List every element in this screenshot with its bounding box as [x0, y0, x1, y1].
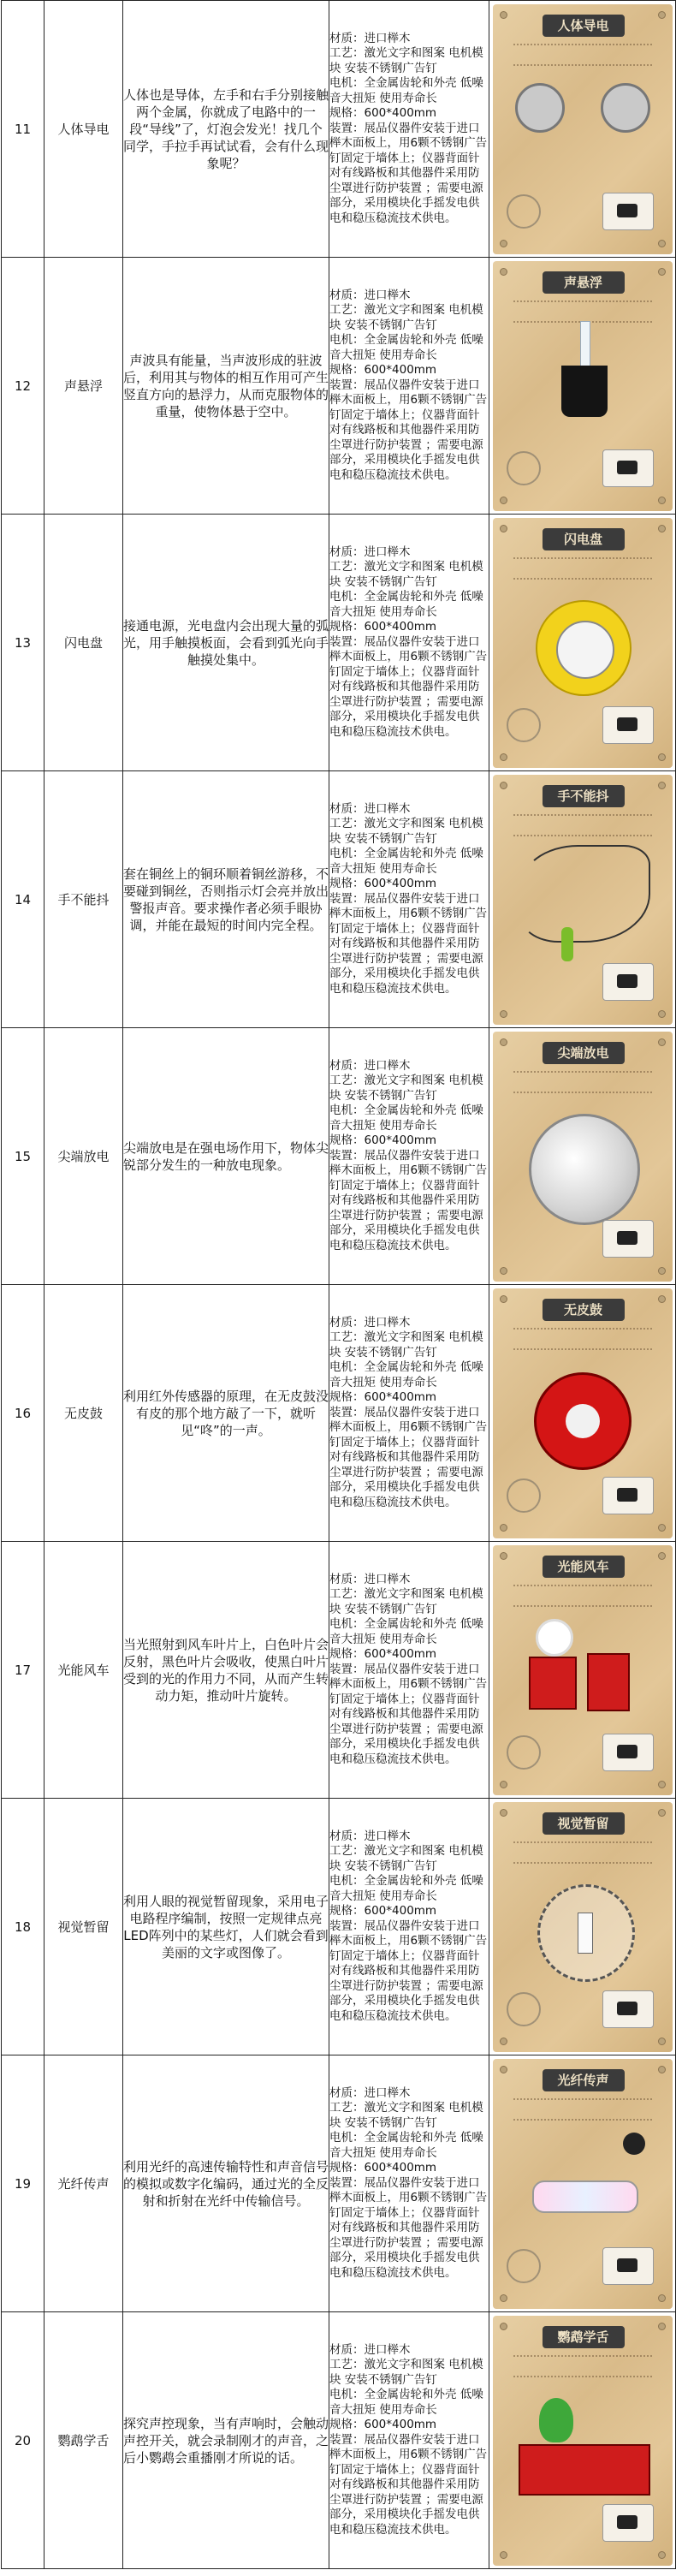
- photo-title-plate: 无皮鼓: [543, 1299, 625, 1321]
- windmill-vanes: [536, 1619, 573, 1657]
- exhibit-photo: [493, 4, 673, 254]
- photo-caption-area: [513, 1841, 652, 1864]
- row-number: 12: [2, 258, 44, 515]
- exhibit-photo: [493, 1288, 673, 1538]
- photo-caption-area: [513, 2355, 652, 2377]
- table-row: [2, 1799, 676, 2055]
- ring-handle: [561, 927, 573, 961]
- table-row: [2, 771, 676, 1028]
- photo-title-plate: 尖端放电: [543, 1042, 625, 1064]
- plasma-disc: [536, 600, 632, 696]
- exhibit-spec: 材质：进口榉木 工艺：激光文字和图案 电机模块 安装不锈钢广告钉 电机：全金属齿轮和外壳 低噪音大扭矩 使用寿命长 规格：600*400mm 装置：展品仪器件安装于进口榉木面板上，用6颗不锈钢广告钉固定于墙体上；仪器背面针对有线路板和其他器件采用防尘罩进行防护装置 ；需要电源部分，采用模块化手摇发电供电和稳压稳流技术供电。: [329, 1542, 489, 1799]
- exhibit-description: 利用人眼的视觉暂留现象，采用电子电路程序编制，按照一定规律点亮LED阵列中的某些灯，人们就会看到美丽的文字或图像了。: [123, 1799, 329, 2055]
- power-socket-icon: [602, 193, 654, 230]
- row-number: 19: [2, 2055, 44, 2312]
- exhibit-name: 光能风车: [44, 1542, 123, 1799]
- exhibit-name: 声悬浮: [44, 258, 123, 515]
- exhibit-spec: 材质：进口榉木 工艺：激光文字和图案 电机模块 安装不锈钢广告钉 电机：全金属齿轮和外壳 低噪音大扭矩 使用寿命长 规格：600*400mm 装置：展品仪器件安装于进口榉木面板上，用6颗不锈钢广告钉固定于墙体上；仪器背面针对有线路板和其他器件采用防尘罩进行防护装置 ；需要电源部分，采用模块化手摇发电供电和稳压稳流技术供电。: [329, 1028, 489, 1285]
- cartoon-figure-icon: [507, 1992, 541, 2026]
- red-base-right: [587, 1653, 630, 1711]
- photo-title-plate: 声悬浮: [543, 271, 625, 294]
- exhibit-description: 接通电源，光电盘内会出现大量的弧光，用手触摸板面，会看到弧光向手触摸处集中。: [123, 515, 329, 771]
- row-number: 18: [2, 1799, 44, 2055]
- exhibit-photo: [493, 518, 673, 768]
- red-base: [519, 2444, 650, 2496]
- red-base-left: [529, 1657, 577, 1710]
- exhibit-photo: [493, 1545, 673, 1795]
- power-socket-icon: [602, 1734, 654, 1771]
- exhibit-description: 探究声控现象，当有声响时，会触动声控开关，就会录制刚才的声音，之后小鹦鹉会重播刚才所说的话。: [123, 2312, 329, 2569]
- table-row: [2, 2312, 676, 2569]
- row-number: 14: [2, 771, 44, 1028]
- photo-caption-area: [513, 1071, 652, 1093]
- exhibit-name: 尖端放电: [44, 1028, 123, 1285]
- row-number: 20: [2, 2312, 44, 2569]
- power-socket-icon: [602, 2247, 654, 2285]
- exhibit-table: [1, 0, 676, 2569]
- exhibit-spec: 材质：进口榉木 工艺：激光文字和图案 电机模块 安装不锈钢广告钉 电机：全金属齿轮和外壳 低噪音大扭矩 使用寿命长 规格：600*400mm 装置：展品仪器件安装于进口榉木面板上，用6颗不锈钢广告钉固定于墙体上；仪器背面针对有线路板和其他器件采用防尘罩进行防护装置 ；需要电源部分，采用模块化手摇发电供电和稳压稳流技术供电。: [329, 1, 489, 258]
- exhibit-description: 当光照射到风车叶片上，白色叶片会反射，黑色叶片会吸收，使黑白叶片受到的光的作用力不同，从而产生转动力矩，推动叶片旋转。: [123, 1542, 329, 1799]
- photo-title-plate: 光能风车: [543, 1556, 625, 1578]
- table-row: [2, 1542, 676, 1799]
- exhibit-photo: [493, 2316, 673, 2566]
- exhibit-name: 鹦鹉学舌: [44, 2312, 123, 2569]
- exhibit-description: 套在铜丝上的铜环顺着铜丝游移，不要碰到铜丝，否则指示灯会亮并放出警报声音。要求操作者必须手眼协调，并能在最短的时间内完全程。: [123, 771, 329, 1028]
- exhibit-photo-cell: [489, 515, 676, 771]
- exhibit-photo-cell: [489, 1, 676, 258]
- photo-caption-area: [513, 1585, 652, 1607]
- row-number: 17: [2, 1542, 44, 1799]
- exhibit-photo: [493, 261, 673, 511]
- row-number: 15: [2, 1028, 44, 1285]
- cartoon-figure-icon: [507, 451, 541, 485]
- table-row: [2, 515, 676, 771]
- cartoon-figure-icon: [507, 708, 541, 742]
- exhibit-photo: [493, 1032, 673, 1282]
- photo-caption-area: [513, 1328, 652, 1350]
- photo-title-plate: 视觉暂留: [543, 1812, 625, 1835]
- exhibit-photo: [493, 2059, 673, 2309]
- exhibit-spec: 材质：进口榉木 工艺：激光文字和图案 电机模块 安装不锈钢广告钉 电机：全金属齿轮和外壳 低噪音大扭矩 使用寿命长 规格：600*400mm 装置：展品仪器件安装于进口榉木面板上，用6颗不锈钢广告钉固定于墙体上；仪器背面针对有线路板和其他器件采用防尘罩进行防护装置 ；需要电源部分，采用模块化手摇发电供电和稳压稳流技术供电。: [329, 2312, 489, 2569]
- exhibit-description: 利用光纤的高速传输特性和声音信号的模拟或数字化编码，通过光的全反射和折射在光纤中传输信号。: [123, 2055, 329, 2312]
- photo-caption-area: [513, 814, 652, 836]
- table-row: [2, 258, 676, 515]
- exhibit-photo-cell: [489, 2055, 676, 2312]
- photo-title-plate: 光纤传声: [543, 2069, 625, 2091]
- power-socket-icon: [602, 1477, 654, 1514]
- photo-title-plate: 鹦鹉学舌: [543, 2326, 625, 2348]
- metal-contact-right: [601, 83, 650, 133]
- table-row: [2, 2055, 676, 2312]
- exhibit-photo-cell: [489, 1799, 676, 2055]
- exhibit-spec: 材质：进口榉木 工艺：激光文字和图案 电机模块 安装不锈钢广告钉 电机：全金属齿轮和外壳 低噪音大扭矩 使用寿命长 规格：600*400mm 装置：展品仪器件安装于进口榉木面板上，用6颗不锈钢广告钉固定于墙体上；仪器背面针对有线路板和其他器件采用防尘罩进行防护装置 ；需要电源部分，采用模块化手摇发电供电和稳压稳流技术供电。: [329, 515, 489, 771]
- power-socket-icon: [602, 706, 654, 744]
- photo-caption-area: [513, 300, 652, 323]
- exhibit-photo-cell: [489, 1285, 676, 1542]
- exhibit-name: 闪电盘: [44, 515, 123, 771]
- speaker-icon: [623, 2133, 645, 2155]
- exhibit-photo-cell: [489, 1028, 676, 1285]
- exhibit-spec: 材质：进口榉木 工艺：激光文字和图案 电机模块 安装不锈钢广告钉 电机：全金属齿轮和外壳 低噪音大扭矩 使用寿命长 规格：600*400mm 装置：展品仪器件安装于进口榉木面板上，用6颗不锈钢广告钉固定于墙体上；仪器背面针对有线路板和其他器件采用防尘罩进行防护装置 ；需要电源部分，采用模块化手摇发电供电和稳压稳流技术供电。: [329, 1799, 489, 2055]
- exhibit-description: 声波具有能量，当声波形成的驻波后，利用其与物体的相互作用可产生竖直方向的悬浮力，从而克服物体的重量，使物体悬于空中。: [123, 258, 329, 515]
- exhibit-photo-cell: [489, 771, 676, 1028]
- exhibit-name: 手不能抖: [44, 771, 123, 1028]
- exhibit-description: 尖端放电是在强电场作用下，物体尖锐部分发生的一种放电现象。: [123, 1028, 329, 1285]
- power-socket-icon: [602, 1220, 654, 1258]
- copper-wire-maze: [519, 845, 650, 943]
- exhibit-photo-cell: [489, 1542, 676, 1799]
- row-number: 16: [2, 1285, 44, 1542]
- hand-crank-icon: [602, 1990, 654, 2028]
- power-socket-icon: [602, 963, 654, 1001]
- table-row: [2, 1028, 676, 1285]
- cartoon-figure-icon: [507, 2249, 541, 2283]
- power-socket-icon: [602, 449, 654, 487]
- exhibit-spec: 材质：进口榉木 工艺：激光文字和图案 电机模块 安装不锈钢广告钉 电机：全金属齿轮和外壳 低噪音大扭矩 使用寿命长 规格：600*400mm 装置：展品仪器件安装于进口榉木面板上，用6颗不锈钢广告钉固定于墙体上；仪器背面针对有线路板和其他器件采用防尘罩进行防护装置 ；需要电源部分，采用模块化手摇发电供电和稳压稳流技术供电。: [329, 1285, 489, 1542]
- parrot-icon: [539, 2398, 573, 2442]
- glass-dome: [529, 1114, 640, 1225]
- drum-ring: [534, 1372, 632, 1470]
- photo-title-plate: 手不能抖: [543, 785, 625, 807]
- photo-caption-area: [513, 557, 652, 580]
- row-number: 11: [2, 1, 44, 258]
- optical-fiber-tube: [532, 2180, 638, 2213]
- windmill-icon: [507, 1735, 541, 1770]
- row-number: 13: [2, 515, 44, 771]
- table-row: [2, 1285, 676, 1542]
- power-socket-icon: [602, 2504, 654, 2542]
- exhibit-name: 人体导电: [44, 1, 123, 258]
- cartoon-figure-icon: [507, 1478, 541, 1513]
- exhibit-spec: 材质：进口榉木 工艺：激光文字和图案 电机模块 安装不锈钢广告钉 电机：全金属齿轮和外壳 低噪音大扭矩 使用寿命长 规格：600*400mm 装置：展品仪器件安装于进口榉木面板上，用6颗不锈钢广告钉固定于墙体上；仪器背面针对有线路板和其他器件采用防尘罩进行防护装置 ；需要电源部分，采用模块化手摇发电供电和稳压稳流技术供电。: [329, 2055, 489, 2312]
- led-rotor: [537, 1884, 635, 1982]
- table-row: [2, 1, 676, 258]
- exhibit-description: 人体也是导体，左手和右手分别接触两个金属，你就成了电路中的一段“导线”了，灯泡会发光！找几个同学，手拉手再试试看，会有什么现象呢？: [123, 1, 329, 258]
- exhibit-photo: [493, 775, 673, 1025]
- exhibit-photo: [493, 1802, 673, 2052]
- exhibit-photo-cell: [489, 258, 676, 515]
- photo-title-plate: 闪电盘: [543, 528, 625, 550]
- metal-contact-left: [515, 83, 565, 133]
- acoustic-levitator: [561, 321, 608, 417]
- photo-caption-area: [513, 44, 652, 66]
- exhibit-name: 光纤传声: [44, 2055, 123, 2312]
- exhibit-photo-cell: [489, 2312, 676, 2569]
- photo-title-plate: 人体导电: [543, 15, 625, 37]
- exhibit-spec: 材质：进口榉木 工艺：激光文字和图案 电机模块 安装不锈钢广告钉 电机：全金属齿轮和外壳 低噪音大扭矩 使用寿命长 规格：600*400mm 装置：展品仪器件安装于进口榉木面板上，用6颗不锈钢广告钉固定于墙体上；仪器背面针对有线路板和其他器件采用防尘罩进行防护装置 ；需要电源部分，采用模块化手摇发电供电和稳压稳流技术供电。: [329, 771, 489, 1028]
- exhibit-name: 无皮鼓: [44, 1285, 123, 1542]
- exhibit-spec: 材质：进口榉木 工艺：激光文字和图案 电机模块 安装不锈钢广告钉 电机：全金属齿轮和外壳 低噪音大扭矩 使用寿命长 规格：600*400mm 装置：展品仪器件安装于进口榉木面板上，用6颗不锈钢广告钉固定于墙体上；仪器背面针对有线路板和其他器件采用防尘罩进行防护装置 ；需要电源部分，采用模块化手摇发电供电和稳压稳流技术供电。: [329, 258, 489, 515]
- exhibit-description: 利用红外传感器的原理，在无皮鼓没有皮的那个地方敲了一下，就听见“咚”的一声。: [123, 1285, 329, 1542]
- photo-caption-area: [513, 2098, 652, 2121]
- cartoon-figure-icon: [507, 194, 541, 229]
- exhibit-name: 视觉暂留: [44, 1799, 123, 2055]
